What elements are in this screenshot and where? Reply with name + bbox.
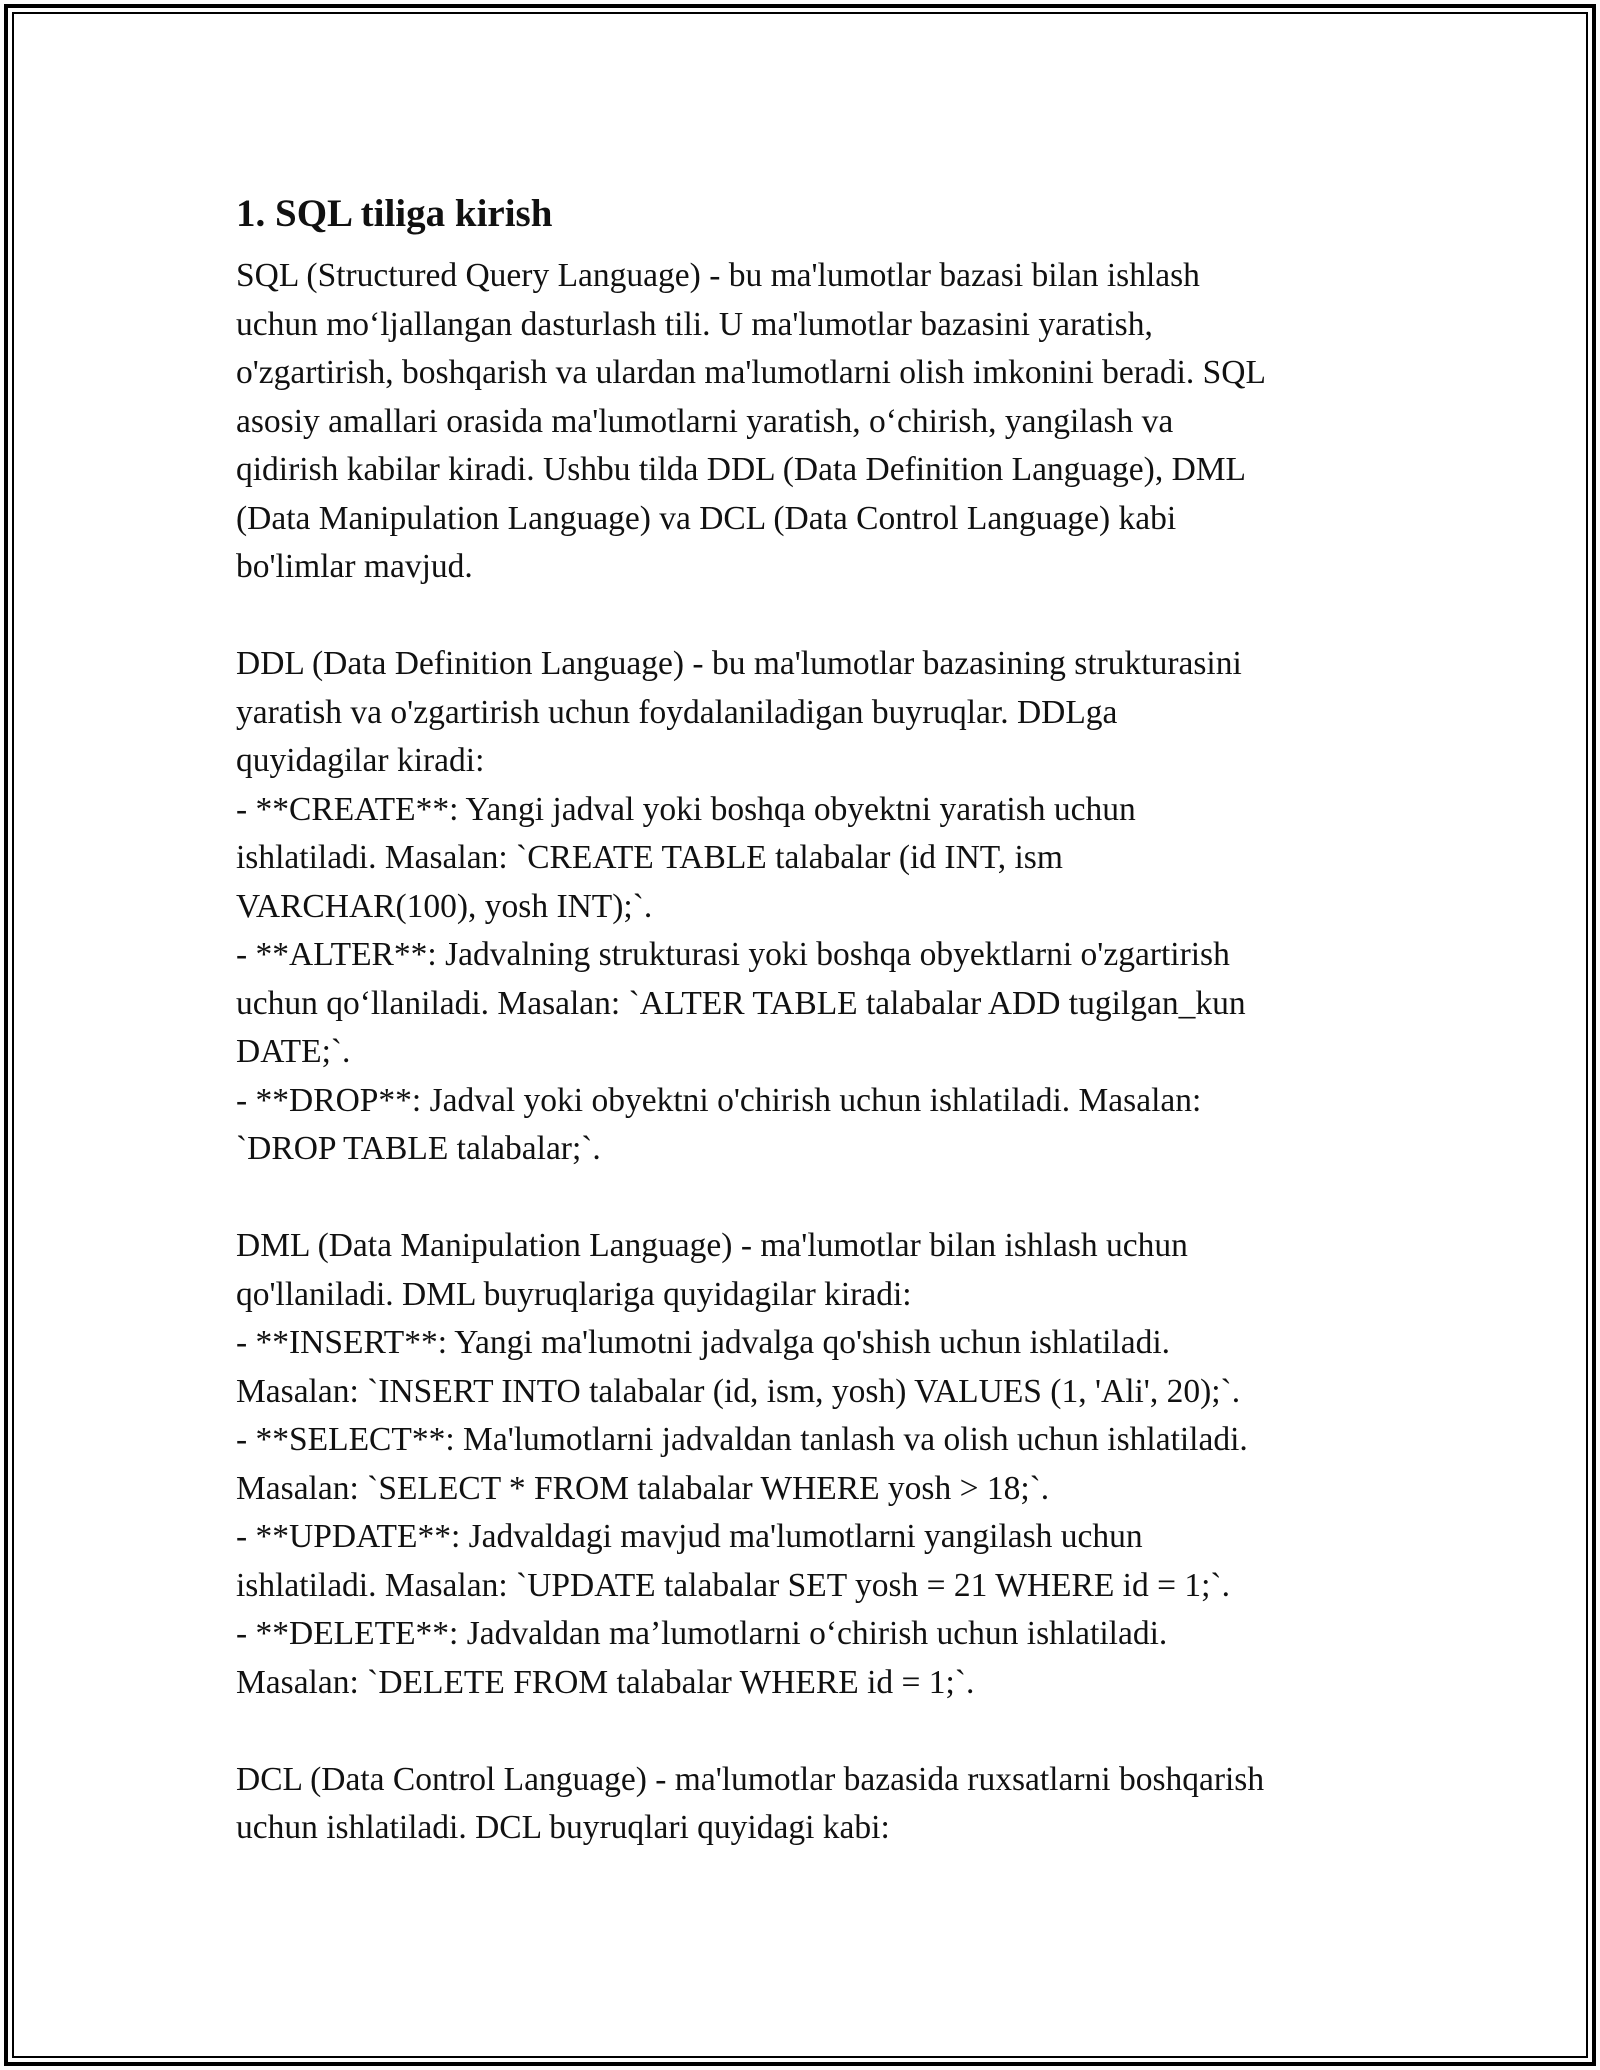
ddl-paragraph <box>236 640 1376 1174</box>
text-line: ishlatiladi. Masalan: `UPDATE talabalar SET yosh = 21 WHERE id = 1;`. <box>236 1566 1230 1604</box>
text-line: uchun qo‘llaniladi. Masalan: `ALTER TABLE talabalar ADD tugilgan_kun <box>236 984 1246 1022</box>
intro-paragraph <box>236 252 1376 592</box>
drop-item-line: - **DROP**: Jadval yoki obyektni o'chirish uchun ishlatiladi. Masalan: <box>236 1081 1202 1119</box>
insert-item-line: - **INSERT**: Yangi ma'lumotni jadvalga qo'shish uchun ishlatiladi. <box>236 1324 1171 1361</box>
delete-item-line: - **DELETE**: Jadvaldan ma’lumotlarni o‘chirish uchun ishlatiladi. <box>236 1615 1168 1652</box>
text-line: yaratish va o'zgartirish uchun foydalaniladigan buyruqlar. DDLga <box>236 693 1118 731</box>
dml-paragraph <box>236 1222 1376 1707</box>
text-line: Masalan: `INSERT INTO talabalar (id, ism, yosh) VALUES (1, 'Ali', 20);`. <box>236 1372 1241 1410</box>
create-item-line: - **CREATE**: Yangi jadval yoki boshqa obyektni yaratish uchun <box>236 790 1136 828</box>
alter-item-line: - **ALTER**: Jadvalning strukturasi yoki boshqa obyektlarni o'zgartirish <box>236 936 1230 973</box>
dcl-paragraph <box>236 1756 1376 1853</box>
text-line: uchun mo‘ljallangan dasturlash tili. U ma'lumotlar bazasini yaratish, <box>236 305 1153 343</box>
text-line: uchun ishlatiladi. DCL buyruqlari quyidagi kabi: <box>236 1809 890 1846</box>
text-line: qidirish kabilar kiradi. Ushbu tilda DDL (Data Definition Language), DML <box>236 451 1247 488</box>
text-line: `DROP TABLE talabalar;`. <box>236 1130 601 1167</box>
text-line: DDL (Data Definition Language) - bu ma'lumotlar bazasining strukturasini <box>236 645 1242 682</box>
paragraph-gap <box>236 1707 1376 1756</box>
document-page <box>236 186 1376 1853</box>
text-line: o'zgartirish, boshqarish va ulardan ma'lumotlarni olish imkonini beradi. SQL <box>236 354 1266 391</box>
text-line: quyidagilar kiradi: <box>236 742 485 779</box>
text-line: VARCHAR(100), yosh INT);`. <box>236 887 653 925</box>
paragraph-gap <box>236 1174 1376 1223</box>
text-line: Masalan: `SELECT * FROM talabalar WHERE yosh > 18;`. <box>236 1469 1050 1507</box>
section-title: 1. SQL tiliga kirish <box>236 192 553 235</box>
text-line: DML (Data Manipulation Language) - ma'lumotlar bilan ishlash uchun <box>236 1227 1188 1264</box>
text-line: qo'llaniladi. DML buyruqlariga quyidagilar kiradi: <box>236 1275 912 1313</box>
text-line: asosiy amallari orasida ma'lumotlarni yaratish, o‘chirish, yangilash va <box>236 402 1174 440</box>
text-line: DCL (Data Control Language) - ma'lumotlar bazasida ruxsatlarni boshqarish <box>236 1760 1265 1798</box>
text-line: bo'limlar mavjud. <box>236 548 473 585</box>
text-line: SQL (Structured Query Language) - bu ma'lumotlar bazasi bilan ishlash <box>236 257 1200 294</box>
text-line: DATE;`. <box>236 1033 351 1070</box>
paragraph-gap <box>236 592 1376 641</box>
text-line: (Data Manipulation Language) va DCL (Data Control Language) kabi <box>236 499 1177 537</box>
update-item-line: - **UPDATE**: Jadvaldagi mavjud ma'lumotlarni yangilash uchun <box>236 1518 1143 1555</box>
text-line: Masalan: `DELETE FROM talabalar WHERE id = 1;`. <box>236 1663 975 1701</box>
select-item-line: - **SELECT**: Ma'lumotlarni jadvaldan tanlash va olish uchun ishlatiladi. <box>236 1421 1248 1458</box>
text-line: ishlatiladi. Masalan: `CREATE TABLE talabalar (id INT, ism <box>236 839 1063 876</box>
